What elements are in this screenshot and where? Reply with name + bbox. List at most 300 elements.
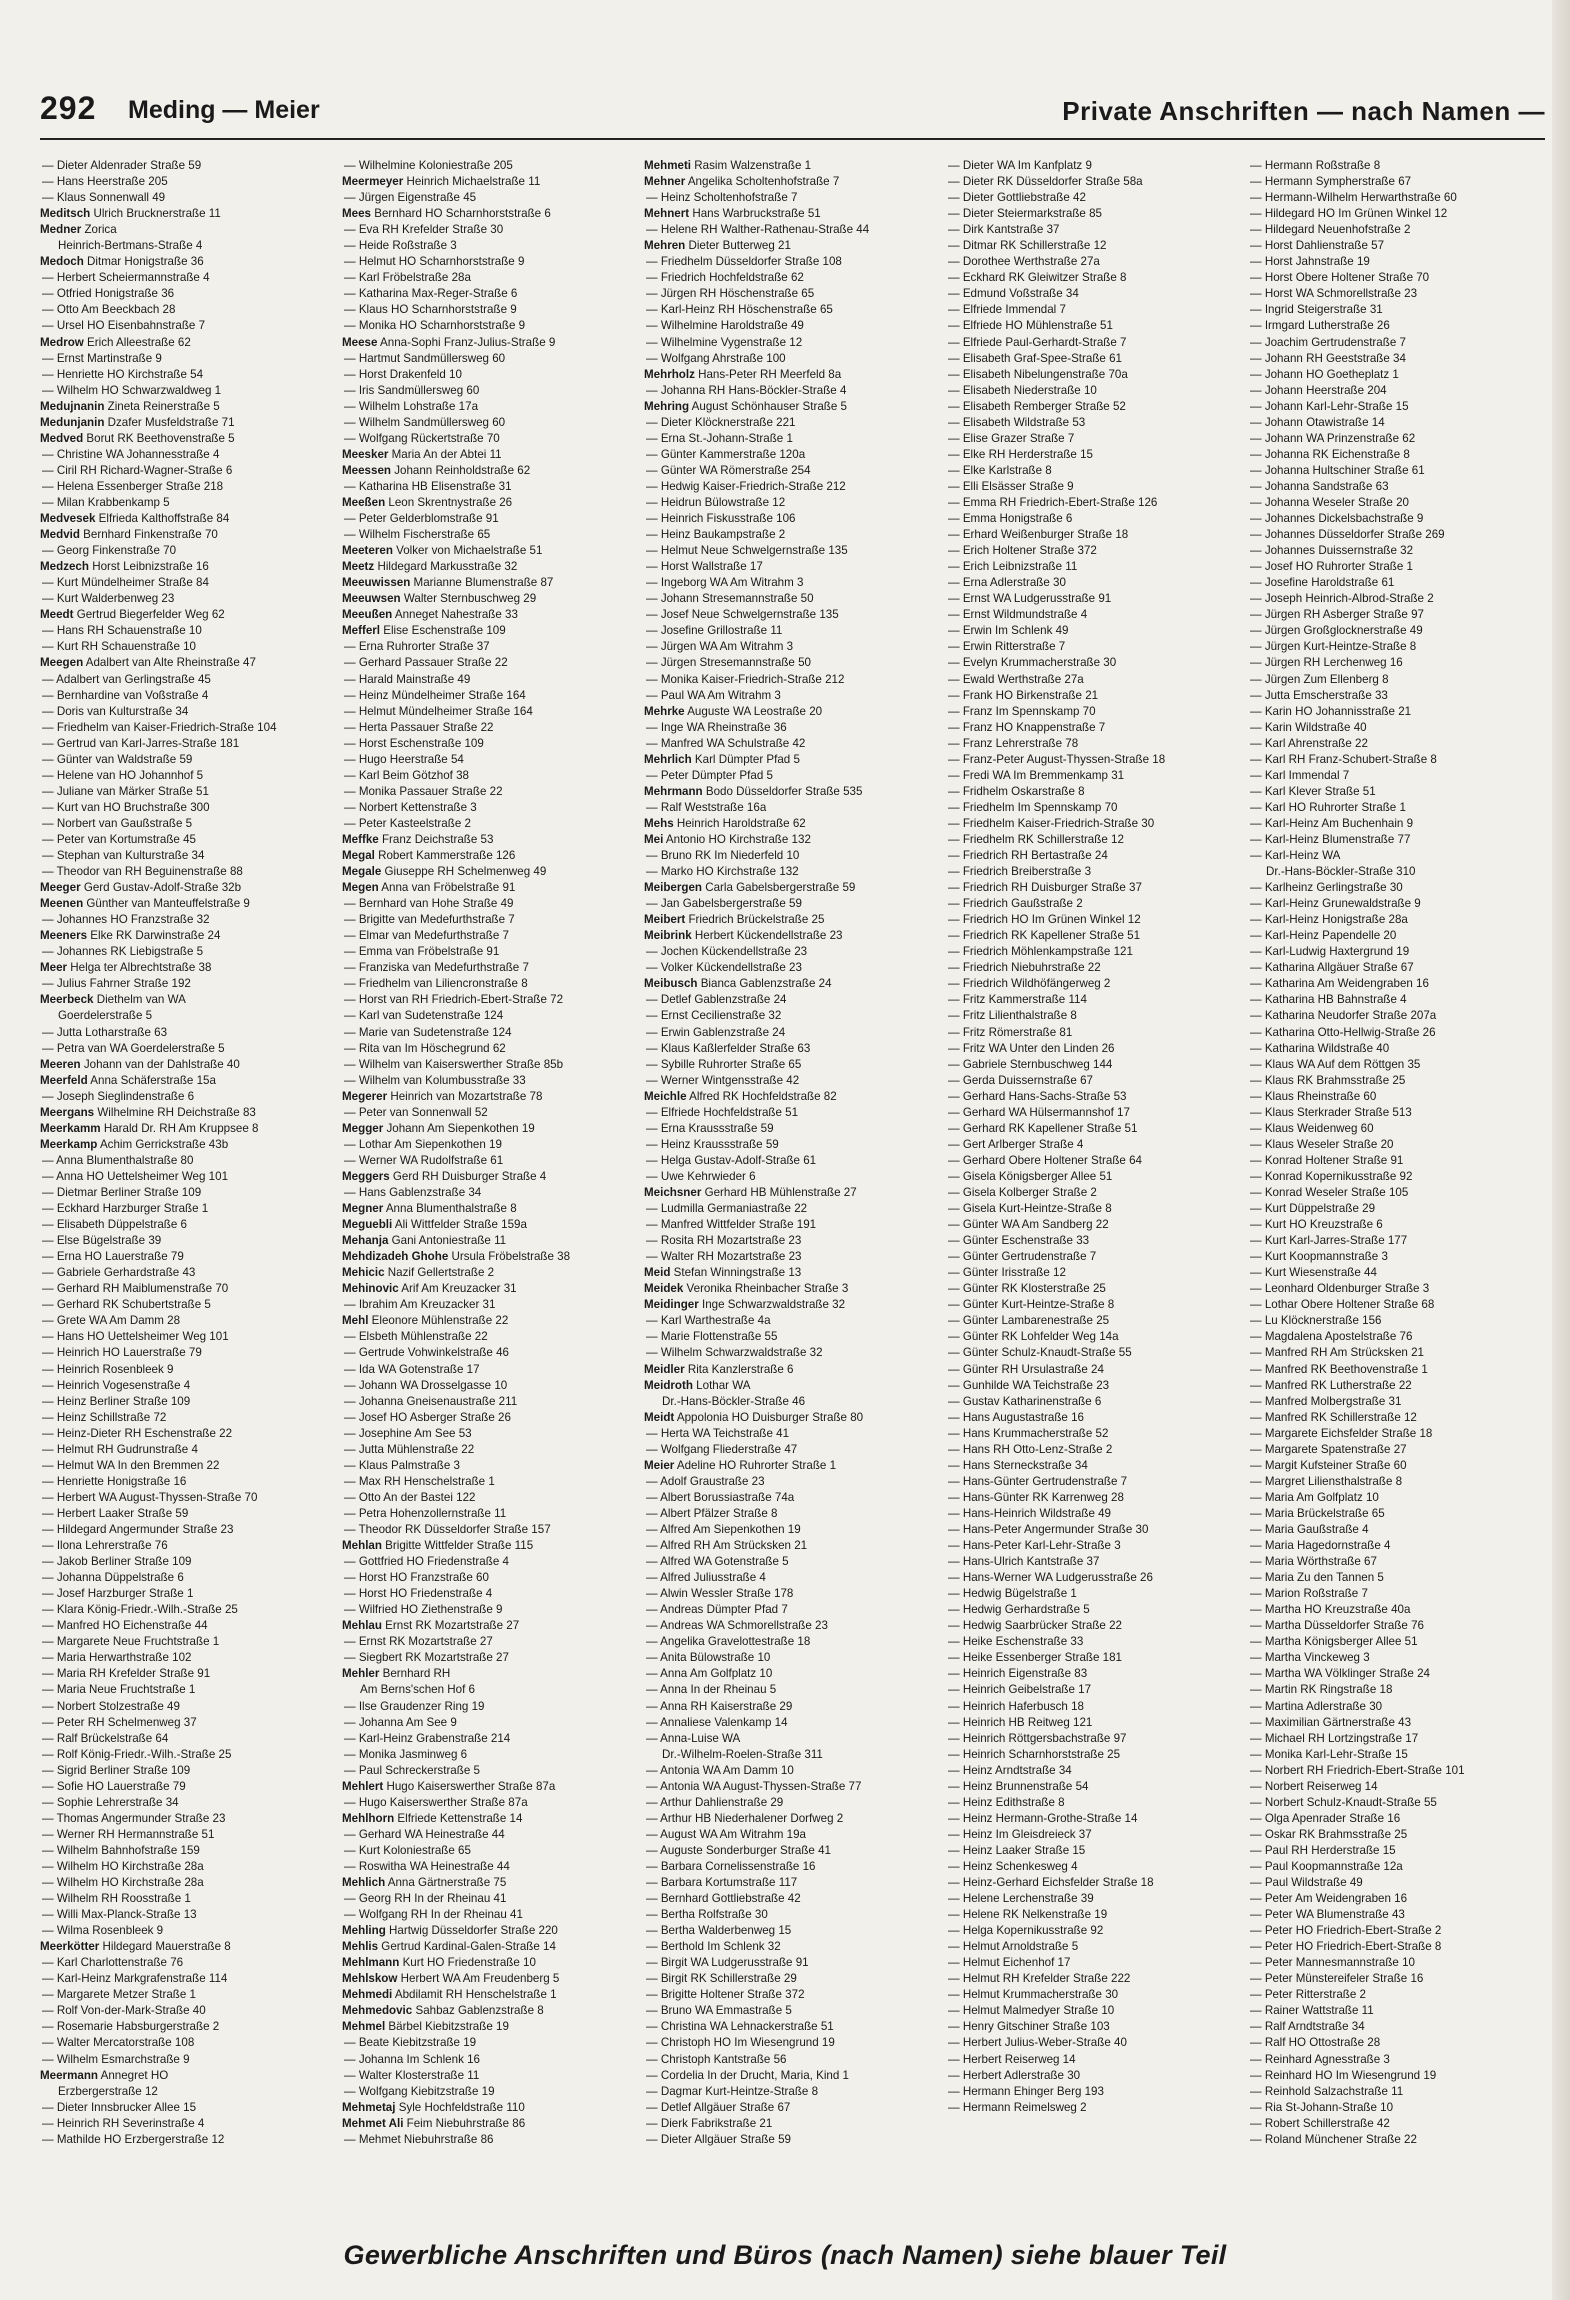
surname: Meeuwissen xyxy=(342,576,411,590)
directory-entry: — Friedrich Wildhöfängerweg 2 xyxy=(948,977,1111,991)
directory-entry: Meerkötter Hildegard Mauerstraße 8 xyxy=(40,1940,231,1954)
directory-entry: — Gustav Katharinenstraße 6 xyxy=(948,1394,1102,1408)
surname: Meeger xyxy=(40,881,81,895)
directory-entry: — Wilhelm van Kolumbusstraße 33 xyxy=(344,1073,526,1087)
directory-column-5 xyxy=(1248,158,1545,2218)
directory-entry: — Elisabeth Remberger Straße 52 xyxy=(948,399,1126,413)
surname: Mehl xyxy=(342,1314,369,1328)
directory-entry: Mehlhorn Elfriede Kettenstraße 14 xyxy=(342,1811,523,1825)
directory-entry: — Karl-Heinz Honigstraße 28a xyxy=(1250,913,1408,927)
directory-entry: — Iris Sandmüllersweg 60 xyxy=(344,383,480,397)
directory-entry: — Jürgen RH Asberger Straße 97 xyxy=(1250,608,1424,622)
directory-entry: — Maria Am Golfplatz 10 xyxy=(1250,1490,1379,1504)
directory-entry: — Lothar Am Siepenkothen 19 xyxy=(344,1137,502,1151)
directory-entry: — Johanna RK Eichenstraße 8 xyxy=(1250,447,1410,461)
directory-entry: — Horst HO Franzstraße 60 xyxy=(344,1571,489,1585)
directory-entry: — Wilhelm Fischerstraße 65 xyxy=(344,528,491,542)
surname: Meidroth xyxy=(644,1378,693,1392)
surname: Mehmetaj xyxy=(342,2100,396,2114)
directory-entry: — Jürgen RH Lerchenweg 16 xyxy=(1250,656,1403,670)
directory-entry: Mefferl Elise Eschenstraße 109 xyxy=(342,624,506,638)
directory-entry: — Maximilian Gärtnerstraße 43 xyxy=(1250,1715,1412,1729)
directory-entry: — Helene RK Nelkenstraße 19 xyxy=(948,1908,1108,1922)
directory-entry: Mehlmann Kurt HO Friedenstraße 10 xyxy=(342,1956,536,1970)
directory-entry: — Konrad Kopernikusstraße 92 xyxy=(1250,1169,1413,1183)
directory-entry: — Barbara Kortumstraße 117 xyxy=(646,1876,798,1890)
directory-entry: — Elisabeth Nibelungenstraße 70a xyxy=(948,367,1128,381)
directory-entry: — Horst van RH Friedrich-Ebert-Straße 72 xyxy=(344,993,564,1007)
directory-entry: — Hans-Werner WA Ludgerusstraße 26 xyxy=(948,1571,1153,1585)
directory-entry: — Dieter Gottliebstraße 42 xyxy=(948,191,1086,205)
directory-entry: — Ludmilla Germaniastraße 22 xyxy=(646,1202,808,1216)
directory-entry: Meibergen Carla Gabelsbergerstraße 59 xyxy=(644,881,856,895)
directory-entry: — Robert Schillerstraße 42 xyxy=(1250,2116,1390,2130)
directory-entry: — Inge WA Rheinstraße 36 xyxy=(646,720,787,734)
directory-entry: — Kurt Mündelheimer Straße 84 xyxy=(42,576,209,590)
directory-entry: — Walter Mercatorstraße 108 xyxy=(42,2036,195,2050)
directory-entry: — Michael RH Lortzingstraße 17 xyxy=(1250,1731,1419,1745)
directory-entry: Meeners Elke RK Darwinstraße 24 xyxy=(40,929,221,943)
directory-entry: — Jan Gabelsbergerstraße 59 xyxy=(646,897,802,911)
directory-entry: Mehring August Schönhauser Straße 5 xyxy=(644,399,847,413)
directory-entry: — Norbert Reiserweg 14 xyxy=(1250,1779,1378,1793)
directory-entry: — Brigitte Holtener Straße 372 xyxy=(646,1988,805,2002)
directory-entry: — Karl-Heinz Grabenstraße 214 xyxy=(344,1731,511,1745)
directory-entry: — Gabriele Gerhardstraße 43 xyxy=(42,1266,196,1280)
directory-entry: — Maria RH Krefelder Straße 91 xyxy=(42,1667,211,1681)
directory-entry: — Karl-Heinz Grunewaldstraße 9 xyxy=(1250,897,1421,911)
directory-entry: — Detlef Allgäuer Straße 67 xyxy=(646,2100,791,2114)
directory-entry: — Hans-Günter RK Karrenweg 28 xyxy=(948,1490,1124,1504)
surname: Meerkamm xyxy=(40,1121,101,1135)
directory-entry: — Georg RH In der Rheinau 41 xyxy=(344,1892,507,1906)
directory-entry: — Günter Kammerstraße 120a xyxy=(646,447,806,461)
directory-entry: — Paul Koopmannstraße 12a xyxy=(1250,1859,1403,1873)
directory-entry-continuation: Am Berns'schen Hof 6 xyxy=(360,1683,475,1697)
directory-entry: — Heinrich Haferbusch 18 xyxy=(948,1699,1084,1713)
directory-column-1 xyxy=(40,158,337,2218)
directory-entry: — Bertha Rolfstraße 30 xyxy=(646,1908,768,1922)
directory-entry: — Manfred WA Schulstraße 42 xyxy=(646,736,806,750)
directory-entry: — Manfred RK Schillerstraße 12 xyxy=(1250,1410,1417,1424)
directory-entry: — Erwin Ritterstraße 7 xyxy=(948,640,1066,654)
directory-entry-continuation: Dr.-Wilhelm-Roelen-Straße 311 xyxy=(662,1747,823,1761)
directory-entry: — Heide Roßstraße 3 xyxy=(344,239,457,253)
directory-entry: — Elisabeth Wildstraße 53 xyxy=(948,415,1086,429)
directory-entry: — Jutta Lotharstraße 63 xyxy=(42,1025,168,1039)
directory-entry: — Emma Honigstraße 6 xyxy=(948,512,1073,526)
directory-entry: — Karl Charlottenstraße 76 xyxy=(42,1956,184,1970)
directory-entry: — Ciril RH Richard-Wagner-Straße 6 xyxy=(42,463,233,477)
directory-entry: — Jutta Mühlenstraße 22 xyxy=(344,1442,475,1456)
directory-entry: — Karl RH Franz-Schubert-Straße 8 xyxy=(1250,752,1437,766)
directory-entry: — Josef Neue Schwelgernstraße 135 xyxy=(646,608,839,622)
surname: Meichle xyxy=(644,1089,687,1103)
surname: Mehrholz xyxy=(644,367,695,381)
surname: Mefferl xyxy=(342,624,381,638)
directory-entry: — Wilhelm Lohstraße 17a xyxy=(344,399,479,413)
directory-entry: — Barbara Cornelissenstraße 16 xyxy=(646,1859,816,1873)
directory-entry: — Anna Am Golfplatz 10 xyxy=(646,1667,773,1681)
directory-entry: Mehner Angelika Scholtenhofstraße 7 xyxy=(644,175,840,189)
directory-entry: — Fritz Kammerstraße 114 xyxy=(948,993,1087,1007)
directory-entry: — Franz Lehrerstraße 78 xyxy=(948,736,1079,750)
directory-entry: — Hedwig Gerhardstraße 5 xyxy=(948,1603,1090,1617)
directory-entry: — Herta WA Teichstraße 41 xyxy=(646,1426,790,1440)
directory-entry: — Ernst Wildmundstraße 4 xyxy=(948,608,1088,622)
directory-entry: — Manfred Molbergstraße 31 xyxy=(1250,1394,1402,1408)
directory-entry: — Kurt Walderbenweg 23 xyxy=(42,592,175,606)
directory-entry: — Jutta Emscherstraße 33 xyxy=(1250,688,1388,702)
directory-entry: — Hermann Ehinger Berg 193 xyxy=(948,2084,1104,2098)
directory-entry: — Hans Krummacherstraße 52 xyxy=(948,1426,1109,1440)
directory-entry: — Henriette Honigstraße 16 xyxy=(42,1474,187,1488)
directory-entry: — Hans-Heinrich Wildstraße 49 xyxy=(948,1506,1112,1520)
surname: Meeteren xyxy=(342,544,393,558)
directory-entry: — Günter Irisstraße 12 xyxy=(948,1266,1066,1280)
surname: Mehlan xyxy=(342,1539,382,1553)
directory-entry: — Johannes Duissernstraße 32 xyxy=(1250,544,1414,558)
surname: Mehring xyxy=(644,399,690,413)
directory-entry: — Friedrich Hochfeldstraße 62 xyxy=(646,271,804,285)
directory-entry: — Martha HO Kreuzstraße 40a xyxy=(1250,1603,1411,1617)
directory-entry: — Margarete Eichsfelder Straße 18 xyxy=(1250,1426,1433,1440)
directory-entry: — Johannes Düsseldorfer Straße 269 xyxy=(1250,528,1445,542)
directory-entry: Meegen Adalbert van Alte Rheinstraße 47 xyxy=(40,656,256,670)
directory-entry: — Friedrich RH Duisburger Straße 37 xyxy=(948,881,1142,895)
directory-entry: — Bernhard van Hohe Straße 49 xyxy=(344,897,514,911)
directory-entry: — Dieter RK Düsseldorfer Straße 58a xyxy=(948,175,1143,189)
directory-entry: — Karlheinz Gerlingstraße 30 xyxy=(1250,881,1403,895)
directory-entry: — Katharina HB Bahnstraße 4 xyxy=(1250,993,1407,1007)
directory-entry: Meibusch Bianca Gablenzstraße 24 xyxy=(644,977,832,991)
directory-entry: — Heike Eschenstraße 33 xyxy=(948,1635,1084,1649)
directory-entry: — Peter Kasteelstraße 2 xyxy=(344,816,471,830)
directory-entry: — Berthold Im Schlenk 32 xyxy=(646,1940,781,1954)
surname: Mehanja xyxy=(342,1234,389,1248)
directory-entry: — Evelyn Krummacherstraße 30 xyxy=(948,656,1117,670)
directory-entry: — Dieter Allgäuer Straße 59 xyxy=(646,2132,791,2146)
surname: Mehner xyxy=(644,175,686,189)
directory-entry: Mees Bernhard HO Scharnhorststraße 6 xyxy=(342,207,551,221)
directory-entry: — Kurt RH Schauenstraße 10 xyxy=(42,640,197,654)
directory-entry: — Peter Ritterstraße 2 xyxy=(1250,1988,1366,2002)
directory-entry: Mehlich Anna Gärtnerstraße 75 xyxy=(342,1876,507,1890)
directory-entry: — Wilhelmine Haroldstraße 49 xyxy=(646,319,804,333)
directory-entry: — Friedhelm van Liliencronstraße 8 xyxy=(344,977,528,991)
directory-entry: — Annaliese Valenkamp 14 xyxy=(646,1715,788,1729)
directory-entry: Meerfeld Anna Schäferstraße 15a xyxy=(40,1073,216,1087)
directory-entry: — Bertha Walderbenweg 15 xyxy=(646,1924,792,1938)
directory-entry: — Katharina Max-Reger-Straße 6 xyxy=(344,287,518,301)
directory-entry: — Heinrich Eigenstraße 83 xyxy=(948,1667,1088,1681)
directory-entry: — Klaus Kaßlerfelder Straße 63 xyxy=(646,1041,811,1055)
directory-entry: — Elli Elsässer Straße 9 xyxy=(948,479,1074,493)
directory-entry: — Manfred Wittfelder Straße 191 xyxy=(646,1218,817,1232)
surname: Meffke xyxy=(342,832,379,846)
directory-entry: — Helmut RH Gudrunstraße 4 xyxy=(42,1442,198,1456)
directory-entry: — Kurt Wiesenstraße 44 xyxy=(1250,1266,1377,1280)
directory-entry: — Katharina Otto-Hellwig-Straße 26 xyxy=(1250,1025,1436,1039)
directory-entry: — Jakob Berliner Straße 109 xyxy=(42,1555,192,1569)
directory-entry: — Birgit WA Ludgerusstraße 91 xyxy=(646,1956,809,1970)
directory-entry: — Erna Ruhrorter Straße 37 xyxy=(344,640,490,654)
directory-entry: — Stephan van Kulturstraße 34 xyxy=(42,849,205,863)
directory-entry: Medvesek Elfrieda Kalthoffstraße 84 xyxy=(40,512,230,526)
directory-entry: — Maria Hagedornstraße 4 xyxy=(1250,1539,1391,1553)
directory-entry: — Walter Klosterstraße 11 xyxy=(344,2068,480,2082)
directory-entry: Meeteren Volker von Michaelstraße 51 xyxy=(342,544,543,558)
directory-entry-continuation: Goerdelerstraße 5 xyxy=(58,1009,153,1023)
directory-entry: — Kurt Düppelstraße 29 xyxy=(1250,1202,1376,1216)
directory-entry: — Fredi WA Im Bremmenkamp 31 xyxy=(948,768,1125,782)
directory-entry: — Dieter WA Im Kanfplatz 9 xyxy=(948,159,1092,172)
directory-entry: — Alfred Am Siepenkothen 19 xyxy=(646,1522,801,1536)
directory-entry: Meidler Rita Kanzlerstraße 6 xyxy=(644,1362,794,1376)
directory-entry: — Heinz Im Gleisdreieck 37 xyxy=(948,1827,1092,1841)
directory-entry: Meeßen Leon Skrentnystraße 26 xyxy=(342,495,513,509)
directory-entry: — Elke RH Herderstraße 15 xyxy=(948,447,1093,461)
directory-entry: — Heinrich HO Lauerstraße 79 xyxy=(42,1346,202,1360)
directory-entry: — Jürgen Zum Ellenberg 8 xyxy=(1250,672,1389,686)
directory-entry: — Monika HO Scharnhorststraße 9 xyxy=(344,319,526,333)
directory-entry: Mehlan Brigitte Wittfelder Straße 115 xyxy=(342,1539,534,1553)
directory-entry: Meibrink Herbert Kückendellstraße 23 xyxy=(644,929,843,943)
directory-entry: — Christina WA Lehnackerstraße 51 xyxy=(646,2020,834,2034)
surname: Meeren xyxy=(40,1057,81,1071)
surname: Meggers xyxy=(342,1169,390,1183)
directory-entry: — Peter Gelderblomstraße 91 xyxy=(344,512,499,526)
directory-entry: — Wolfgang Fliederstraße 47 xyxy=(646,1442,798,1456)
directory-entry: — Anna-Luise WA xyxy=(646,1731,741,1745)
directory-entry: — Heinz Mündelheimer Straße 164 xyxy=(344,688,526,702)
directory-entry: — Helmut WA In den Bremmen 22 xyxy=(42,1458,220,1472)
directory-entry: — Heinrich Geibelstraße 17 xyxy=(948,1683,1092,1697)
directory-entry: — Konrad Weseler Straße 105 xyxy=(1250,1186,1409,1199)
directory-entry: — Hans-Peter Karl-Lehr-Straße 3 xyxy=(948,1539,1121,1553)
directory-entry: — Gerhard Obere Holtener Straße 64 xyxy=(948,1153,1142,1167)
surname: Mehlau xyxy=(342,1619,382,1633)
directory-entry: — Elke Karlstraße 8 xyxy=(948,463,1052,477)
directory-entry: — Hermann Roßstraße 8 xyxy=(1250,159,1381,172)
directory-column-2 xyxy=(342,158,639,2218)
surname: Meid xyxy=(644,1266,671,1280)
directory-entry: — Hans-Ulrich Kantstraße 37 xyxy=(948,1555,1100,1569)
directory-entry: — Christoph HO Im Wiesengrund 19 xyxy=(646,2036,835,2050)
directory-entry: Meerbeck Diethelm van WA xyxy=(40,993,186,1007)
directory-entry: — Ursel HO Eisenbahnstraße 7 xyxy=(42,319,206,333)
surname: Meermann xyxy=(40,2068,98,2082)
directory-entry: — Ditmar RK Schillerstraße 12 xyxy=(948,239,1107,253)
directory-entry: — Manfred RK Lutherstraße 22 xyxy=(1250,1378,1412,1392)
directory-entry: — Wilhelm HO Kirchstraße 28a xyxy=(42,1876,204,1890)
surname: Mehmel xyxy=(342,2020,386,2034)
directory-entry: — Hermann Sympherstraße 67 xyxy=(1250,175,1412,189)
surname: Meergans xyxy=(40,1105,95,1119)
directory-entry: — Gisela Kurt-Heintze-Straße 8 xyxy=(948,1202,1112,1216)
directory-entry: Meid Stefan Winningstraße 13 xyxy=(644,1266,802,1280)
directory-entry: — Oskar RK Brahmsstraße 25 xyxy=(1250,1827,1408,1841)
directory-entry: — Brigitte van Medefurthstraße 7 xyxy=(344,913,515,927)
directory-entry: Medoch Ditmar Honigstraße 36 xyxy=(40,255,204,269)
directory-entry: — Gertrud van Karl-Jarres-Straße 181 xyxy=(42,736,240,750)
directory-entry: — Johann WA Drosselgasse 10 xyxy=(344,1378,508,1392)
directory-entry: — Ewald Werthstraße 27a xyxy=(948,672,1084,686)
surname: Mehren xyxy=(644,239,686,253)
directory-entry: — Friedhelm Kaiser-Friedrich-Straße 30 xyxy=(948,816,1155,830)
directory-entry: — Katharina Am Weidengraben 16 xyxy=(1250,977,1429,991)
directory-entry: — Theodor van RH Beguinenstraße 88 xyxy=(42,865,243,879)
directory-entry: Meer Helga ter Albrechtstraße 38 xyxy=(40,961,212,975)
surname: Medvid xyxy=(40,528,80,542)
surname: Mehlmann xyxy=(342,1956,400,1970)
directory-entry: — Julius Fahrner Straße 192 xyxy=(42,977,191,991)
directory-entry: — Otto An der Bastei 122 xyxy=(344,1490,476,1504)
directory-entry: — Maria Wörthstraße 67 xyxy=(1250,1555,1377,1569)
directory-entry: Medner Zorica xyxy=(40,223,117,237)
directory-entry: — Horst Dahlienstraße 57 xyxy=(1250,239,1385,253)
directory-entry: — Klaus Rheinstraße 60 xyxy=(1250,1089,1377,1103)
directory-entry: — Maria Neue Fruchtstraße 1 xyxy=(42,1683,196,1697)
directory-entry: — Hans RH Otto-Lenz-Straße 2 xyxy=(948,1442,1113,1456)
directory-entry: — Dieter Steiermarkstraße 85 xyxy=(948,207,1102,221)
directory-entry: — Max RH Henschelstraße 1 xyxy=(344,1474,495,1488)
directory-entry: — Wolfgang Ahrstraße 100 xyxy=(646,351,786,365)
directory-entry: — Karl Fröbelstraße 28a xyxy=(344,271,471,285)
directory-entry: — Klaus HO Scharnhorststraße 9 xyxy=(344,303,517,317)
directory-entry: — Bruno WA Emmastraße 5 xyxy=(646,2004,792,2018)
directory-entry: — Klaus RK Brahmsstraße 25 xyxy=(1250,1073,1406,1087)
directory-entry: Megner Anna Blumenthalstraße 8 xyxy=(342,1202,517,1216)
directory-entry: — Gisela Königsberger Allee 51 xyxy=(948,1169,1113,1183)
directory-entry: — Jürgen Kurt-Heintze-Straße 8 xyxy=(1250,640,1417,654)
surname: Meidinger xyxy=(644,1298,699,1312)
surname: Mehnert xyxy=(644,207,690,221)
directory-entry: — Hermann Reimelsweg 2 xyxy=(948,2100,1087,2114)
directory-entry: — Jürgen Stresemannstraße 50 xyxy=(646,656,811,670)
directory-entry: — Helmut Eichenhof 17 xyxy=(948,1956,1071,1970)
surname: Medvesek xyxy=(40,512,96,526)
surname: Meer xyxy=(40,961,68,975)
surname: Meerfeld xyxy=(40,1073,88,1087)
directory-entry: — Manfred HO Eichenstraße 44 xyxy=(42,1619,208,1633)
directory-entry: — Wilhelm van Kaiserswerther Straße 85b xyxy=(344,1057,564,1071)
directory-entry: — Konrad Holtener Straße 91 xyxy=(1250,1153,1404,1167)
directory-entry: Medvid Bernhard Finkenstraße 70 xyxy=(40,528,218,542)
directory-entry: — Günter Gertrudenstraße 7 xyxy=(948,1250,1097,1264)
directory-entry: — Heinrich RH Severinstraße 4 xyxy=(42,2116,205,2130)
directory-entry: — Johannes Dickelsbachstraße 9 xyxy=(1250,512,1424,526)
directory-entry: — Martha Königsberger Allee 51 xyxy=(1250,1635,1418,1649)
directory-entry: — Heinz Hermann-Grothe-Straße 14 xyxy=(948,1811,1138,1825)
surname: Meibergen xyxy=(644,881,702,895)
directory-entry: — Gerhard Passauer Straße 22 xyxy=(344,656,508,670)
directory-entry: Mehnert Hans Warbruckstraße 51 xyxy=(644,207,821,221)
surname: Mehrlich xyxy=(644,752,692,766)
directory-entry: — Elfriede HO Mühlenstraße 51 xyxy=(948,319,1113,333)
directory-entry: — Reinhold Salzachstraße 11 xyxy=(1250,2084,1404,2098)
directory-entry: — Gerhard WA Heinestraße 44 xyxy=(344,1827,505,1841)
directory-entry: — Hartmut Sandmüllersweg 60 xyxy=(344,351,506,365)
directory-entry: — Herbert Laaker Straße 59 xyxy=(42,1506,189,1520)
directory-entry: — Paul WA Am Witrahm 3 xyxy=(646,688,781,702)
directory-entry: — Hans RH Schauenstraße 10 xyxy=(42,624,202,638)
surname: Meeußen xyxy=(342,608,393,622)
directory-entry: — Jürgen Eigenstraße 45 xyxy=(344,191,477,205)
directory-entry: Meibert Friedrich Brückelstraße 25 xyxy=(644,913,825,927)
directory-entry: — Maria Brückelstraße 65 xyxy=(1250,1506,1385,1520)
directory-entry: Meeußen Anneget Nahestraße 33 xyxy=(342,608,518,622)
directory-entry: — Herbert WA August-Thyssen-Straße 70 xyxy=(42,1490,258,1504)
directory-entry: — Paul Schreckerstraße 5 xyxy=(344,1763,480,1777)
directory-entry: — Norbert van Gaußstraße 5 xyxy=(42,816,193,830)
directory-entry: — Antonia WA August-Thyssen-Straße 77 xyxy=(646,1779,862,1793)
directory-entry: — Wilhelm HO Kirchstraße 28a xyxy=(42,1859,204,1873)
directory-entry: — Heinz Schillstraße 72 xyxy=(42,1410,167,1424)
directory-entry: Meeger Gerd Gustav-Adolf-Straße 32b xyxy=(40,881,242,895)
surname: Medoch xyxy=(40,255,84,269)
directory-entry: — Monika Karl-Lehr-Straße 15 xyxy=(1250,1747,1408,1761)
directory-entry: Mehlau Ernst RK Mozartstraße 27 xyxy=(342,1619,520,1633)
directory-entry: — Johann HO Goetheplatz 1 xyxy=(1250,367,1399,381)
directory-entry: — Hans-Günter Gertrudenstraße 7 xyxy=(948,1474,1128,1488)
directory-entry: Medzech Horst Leibnizstraße 16 xyxy=(40,560,209,574)
directory-entry: — Sybille Ruhrorter Straße 65 xyxy=(646,1057,802,1071)
directory-entry: — Arthur Dahlienstraße 29 xyxy=(646,1795,784,1809)
surname: Meerkamp xyxy=(40,1137,98,1151)
directory-entry: — Franziska van Medefurthstraße 7 xyxy=(344,961,529,975)
surname: Megale xyxy=(342,865,382,879)
directory-entry: — Johanna Weseler Straße 20 xyxy=(1250,495,1409,509)
directory-entry: — Ria St-Johann-Straße 10 xyxy=(1250,2100,1394,2114)
directory-entry: Medved Borut RK Beethovenstraße 5 xyxy=(40,431,235,445)
directory-entry: — Anita Bülowstraße 10 xyxy=(646,1651,771,1665)
directory-entry: — Ralf Arndtstraße 34 xyxy=(1250,2020,1365,2034)
directory-entry: — Helene Lerchenstraße 39 xyxy=(948,1892,1094,1906)
directory-entry: — Hans HO Uettelsheimer Weg 101 xyxy=(42,1330,229,1344)
directory-entry: — Henry Gitschiner Straße 103 xyxy=(948,2020,1110,2034)
directory-entry: — Hans-Peter Angermunder Straße 30 xyxy=(948,1522,1149,1536)
directory-entry: — Petra van WA Goerdelerstraße 5 xyxy=(42,1041,225,1055)
directory-entry: Meerkamm Harald Dr. RH Am Kruppsee 8 xyxy=(40,1121,259,1135)
directory-entry: — Ilona Lehrerstraße 76 xyxy=(42,1539,168,1553)
directory-entry: — Anna In der Rheinau 5 xyxy=(646,1683,777,1697)
directory-entry: — Henriette HO Kirchstraße 54 xyxy=(42,367,204,381)
surname: Medunjanin xyxy=(40,415,105,429)
directory-entry: — Heinz Baukampstraße 2 xyxy=(646,528,786,542)
directory-entry: — Irmgard Lutherstraße 26 xyxy=(1250,319,1390,333)
surname: Mehmeti xyxy=(644,159,692,172)
directory-entry: — Wilhelmine Vygenstraße 12 xyxy=(646,335,803,349)
directory-entry: — Karl-Heinz WA xyxy=(1250,849,1341,863)
directory-entry: — Hedwig Kaiser-Friedrich-Straße 212 xyxy=(646,479,846,493)
directory-entry: — Thomas Angermunder Straße 23 xyxy=(42,1811,226,1825)
directory-entry: — Margret Liliensthalstraße 8 xyxy=(1250,1474,1403,1488)
directory-entry: Meessen Johann Reinholdstraße 62 xyxy=(342,463,531,477)
directory-entry: — Cordelia In der Drucht, Maria, Kind 1 xyxy=(646,2068,849,2082)
directory-entry: — Reinhard HO Im Wiesengrund 19 xyxy=(1250,2068,1437,2082)
surname: Megal xyxy=(342,849,375,863)
directory-entry: — Helmut Krummacherstraße 30 xyxy=(948,1988,1119,2002)
directory-entry: — Siegbert RK Mozartstraße 27 xyxy=(344,1651,509,1665)
directory-entry: — Johann WA Prinzenstraße 62 xyxy=(1250,431,1416,445)
directory-entry: — Fritz Lilienthalstraße 8 xyxy=(948,1009,1077,1023)
directory-entry: — Dieter Innsbrucker Allee 15 xyxy=(42,2100,197,2114)
directory-entry: Mehinovic Arif Am Kreuzacker 31 xyxy=(342,1282,517,1296)
directory-entry: — Bernhardine van Voßstraße 4 xyxy=(42,688,209,702)
directory-entry: — Friedrich Breiberstraße 3 xyxy=(948,865,1092,879)
directory-entry: — Horst WA Schmorellstraße 23 xyxy=(1250,287,1418,301)
